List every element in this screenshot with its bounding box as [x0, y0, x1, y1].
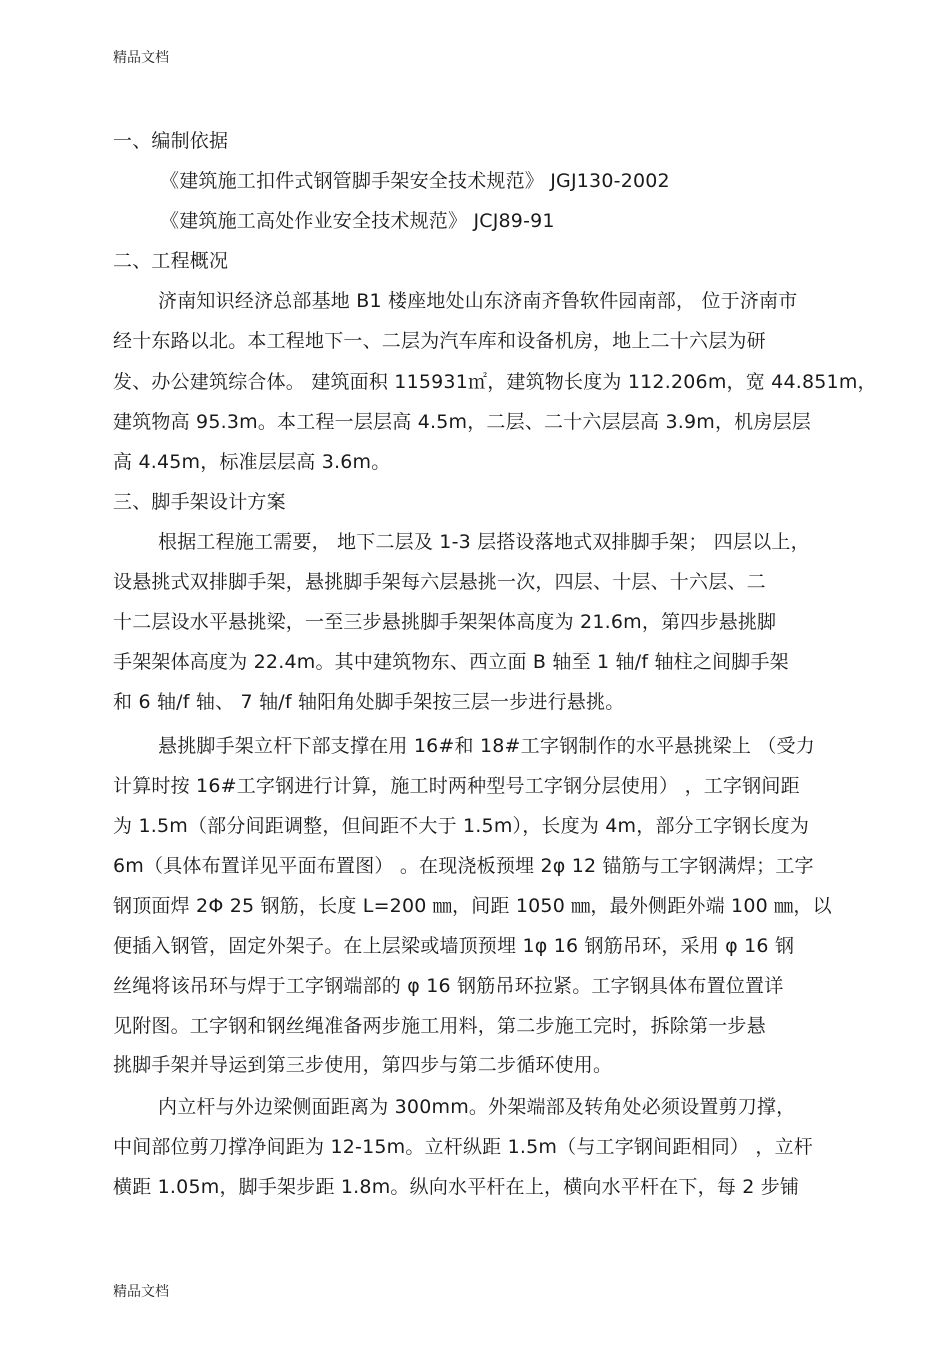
- section-heading-overview: 二、工程概况: [113, 250, 229, 272]
- section-heading-basis: 一、编制依据: [113, 130, 229, 152]
- paragraph-line: 为 1.5m（部分间距调整，但间距不大于 1.5m），长度为 4m，部分工字钢长度为: [113, 815, 810, 837]
- paragraph-line: 十二层设水平悬挑梁，一至三步悬挑脚手架架体高度为 21.6m，第四步悬挑脚: [113, 611, 777, 633]
- reference-standard-2: 《建筑施工高处作业安全技术规范》 JCJ89-91: [160, 210, 555, 232]
- paragraph-line: 发、办公建筑综合体。 建筑面积 115931㎡，建筑物长度为 112.206m，宽 44.851m，: [113, 371, 877, 393]
- paragraph-line: 建筑物高 95.3m。本工程一层层高 4.5m，二层、二十六层层高 3.9m，机房层层: [113, 411, 811, 433]
- paragraph-line: 见附图。工字钢和钢丝绳准备两步施工用料，第二步施工完时，拆除第一步悬: [113, 1015, 766, 1037]
- paragraph-line: 中间部位剪刀撑净间距为 12-15m。立杆纵距 1.5m（与工字钢间距相同） ，立杆: [113, 1136, 813, 1158]
- paragraph-line: 悬挑脚手架立杆下部支撑在用 16#和 18#工字钢制作的水平悬挑梁上 （受力: [158, 735, 815, 757]
- paragraph-line: 和 6 轴/f 轴、 7 轴/f 轴阳角处脚手架按三层一步进行悬挑。: [113, 691, 625, 713]
- paragraph-line: 济南知识经济总部基地 B1 楼座地处山东济南齐鲁软件园南部， 位于济南市: [158, 290, 798, 312]
- paragraph-line: 计算时按 16#工字钢进行计算，施工时两种型号工字钢分层使用） ，工字钢间距: [113, 775, 800, 797]
- paragraph-line: 便插入钢管，固定外架子。在上层梁或墙顶预埋 1φ 16 钢筋吊环，采用 φ 16 钢: [113, 935, 795, 957]
- paragraph-line: 经十东路以北。本工程地下一、二层为汽车库和设备机房，地上二十六层为研: [113, 330, 766, 352]
- paragraph-line: 根据工程施工需要， 地下二层及 1-3 层搭设落地式双排脚手架； 四层以上，: [158, 531, 810, 553]
- paragraph-line: 6m（具体布置详见平面布置图） 。在现浇板预埋 2φ 12 锚筋与工字钢满焊；工字: [113, 855, 814, 877]
- paragraph-line: 设悬挑式双排脚手架，悬挑脚手架每六层悬挑一次，四层、十层、十六层、二: [113, 571, 766, 593]
- paragraph-line: 钢顶面焊 2Φ 25 钢筋，长度 L=200 ㎜，间距 1050 ㎜，最外侧距外端 100 ㎜，以: [113, 895, 832, 917]
- reference-standard-1: 《建筑施工扣件式钢管脚手架安全技术规范》 JGJ130-2002: [160, 170, 670, 192]
- paragraph-line: 手架架体高度为 22.4m。其中建筑物东、西立面 B 轴至 1 轴/f 轴柱之间脚手架: [113, 651, 789, 673]
- paragraph-line: 横距 1.05m，脚手架步距 1.8m。纵向水平杆在上，横向水平杆在下，每 2 步铺: [113, 1176, 800, 1198]
- paragraph-line: 丝绳将该吊环与焊于工字钢端部的 φ 16 钢筋吊环拉紧。工字钢具体布置位置详: [113, 975, 784, 997]
- paragraph-line: 高 4.45m，标准层层高 3.6m。: [113, 451, 391, 473]
- page-footer: 精品文档: [113, 1284, 169, 1300]
- page-header: 精品文档: [113, 50, 169, 66]
- section-heading-design: 三、脚手架设计方案: [113, 491, 286, 513]
- paragraph-line: 内立杆与外边梁侧面距离为 300mm。外架端部及转角处必须设置剪刀撑，: [158, 1096, 796, 1118]
- paragraph-line: 挑脚手架并导运到第三步使用，第四步与第二步循环使用。: [113, 1054, 613, 1076]
